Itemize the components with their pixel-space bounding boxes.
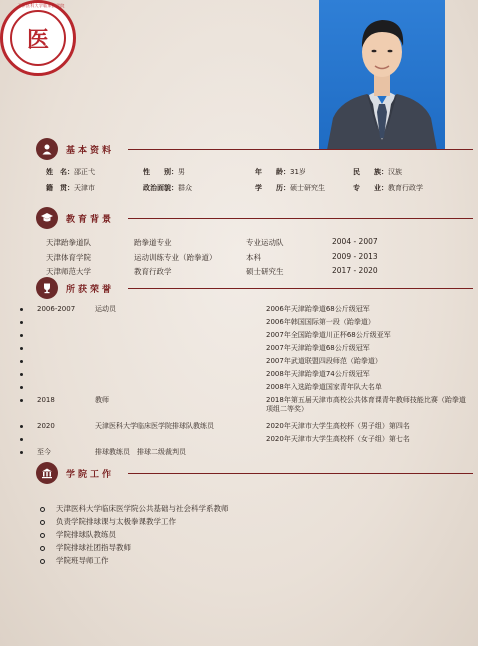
value: 男: [178, 168, 185, 176]
bullet-icon: [20, 321, 23, 324]
trophy-icon: [36, 277, 58, 299]
bullet-icon: [20, 425, 23, 428]
field-gender: [143, 168, 185, 177]
bullet-icon: [20, 373, 23, 376]
label: 政治面貌：: [143, 184, 178, 192]
edu-school: 天津师范大学: [46, 267, 91, 276]
award-role: 运动员: [95, 305, 116, 313]
award-name: 2007年全国跆拳道川正杯68公斤级亚军: [266, 331, 391, 339]
value: 群众: [178, 184, 192, 192]
value: 教育行政学: [388, 184, 423, 192]
field-political: [143, 184, 192, 193]
edu-school: 天津体育学院: [46, 253, 91, 262]
award-role: 排球教练员 排球二级裁判员: [95, 448, 186, 456]
school-logo: [0, 0, 76, 76]
bullet-icon: [20, 308, 23, 311]
section-education: [36, 207, 456, 229]
circle-bullet-icon: [40, 546, 45, 551]
bullet-icon: [20, 438, 23, 441]
field-ethnicity: [353, 168, 402, 177]
edu-period: 2017 - 2020: [332, 266, 378, 275]
section-divider: [128, 288, 473, 289]
work-text: 学院排球队教练员: [56, 530, 116, 539]
label: 年 龄：: [255, 168, 290, 176]
section-title: 基本资料: [66, 146, 115, 156]
award-role: 教师: [95, 396, 109, 404]
award-name: 2006年韩国国际第一段（跆拳道）: [266, 318, 375, 326]
award-name: 2007年武道联盟四段师范（跆拳道）: [266, 357, 382, 365]
circle-bullet-icon: [40, 533, 45, 538]
circle-bullet-icon: [40, 507, 45, 512]
section-title: 学院工作: [66, 470, 115, 480]
award-year: 至今: [37, 448, 51, 456]
bullet-icon: [20, 347, 23, 350]
section-divider: [128, 473, 473, 474]
label: 学 历：: [255, 184, 290, 192]
field-origin: [46, 184, 95, 193]
field-name: [46, 168, 95, 177]
value: 天津市: [74, 184, 95, 192]
edu-level: 专业运动队: [246, 238, 284, 247]
work-text: 学院班导师工作: [56, 556, 109, 565]
bullet-icon: [20, 386, 23, 389]
edu-major: 跆拳道专业: [134, 238, 172, 247]
circle-bullet-icon: [40, 559, 45, 564]
label: 籍 贯：: [46, 184, 74, 192]
value: 邵正弋: [74, 168, 95, 176]
label: 专 业：: [353, 184, 388, 192]
value: 硕士研究生: [290, 184, 325, 192]
edu-period: 2004 - 2007: [332, 237, 378, 246]
award-name: 2006年天津跆拳道68公斤级冠军: [266, 305, 370, 313]
person-icon: [36, 138, 58, 160]
award-role: 天津医科大学临床医学院排球队教练员: [95, 422, 214, 430]
edu-level: 硕士研究生: [246, 267, 284, 276]
edu-major: 教育行政学: [134, 267, 172, 276]
field-age: [255, 168, 306, 177]
label: 性 别：: [143, 168, 178, 176]
section-divider: [128, 218, 473, 219]
work-text: 负责学院排球课与太极拳课教学工作: [56, 517, 176, 526]
section-title: 所获荣誉: [66, 285, 115, 295]
section-basic-info: [36, 138, 456, 160]
value: 汉族: [388, 168, 402, 176]
bullet-icon: [20, 334, 23, 337]
award-year: 2018: [37, 396, 55, 404]
field-major: [353, 184, 423, 193]
section-work: [36, 462, 456, 484]
award-name: 2008年入选跆拳道国家青年队大名单: [266, 383, 382, 391]
edu-level: 本科: [246, 253, 261, 262]
bullet-icon: [20, 399, 23, 402]
award-name: 2008年天津跆拳道74公斤级冠军: [266, 370, 370, 378]
work-text: 学院排球社团指导教师: [56, 543, 131, 552]
award-name: 2018年第五届天津市高校公共体育课青年教师技能比赛（跆拳道项组二等奖）: [266, 396, 466, 413]
building-icon: [36, 462, 58, 484]
logo-glyph: 医: [26, 27, 49, 53]
label: 姓 名：: [46, 168, 74, 176]
section-title: 教育背景: [66, 215, 115, 225]
edu-period: 2009 - 2013: [332, 252, 378, 261]
edu-school: 天津跆拳道队: [46, 238, 91, 247]
label: 民 族：: [353, 168, 388, 176]
section-awards: [36, 277, 456, 299]
graduation-cap-icon: [36, 207, 58, 229]
circle-bullet-icon: [40, 520, 45, 525]
award-name: 2020年天津市大学生高校杯（男子组）第四名: [266, 422, 410, 430]
profile-photo: [319, 0, 445, 150]
award-year: 2006-2007: [37, 305, 76, 313]
award-name: 2020年天津市大学生高校杯（女子组）第七名: [266, 435, 410, 443]
award-year: 2020: [37, 422, 55, 430]
logo-emblem: [10, 10, 66, 66]
award-name: 2007年天津跆拳道68公斤级冠军: [266, 344, 370, 352]
field-degree: [255, 184, 325, 193]
logo-ring-text: 天津医科大学临床医学院: [17, 3, 65, 8]
edu-major: 运动训练专业（跆拳道）: [134, 253, 217, 262]
work-text: 天津医科大学临床医学院公共基础与社会科学系教师: [56, 504, 229, 513]
bullet-icon: [20, 451, 23, 454]
bullet-icon: [20, 360, 23, 363]
value: 31岁: [290, 168, 306, 176]
section-divider: [128, 149, 473, 150]
